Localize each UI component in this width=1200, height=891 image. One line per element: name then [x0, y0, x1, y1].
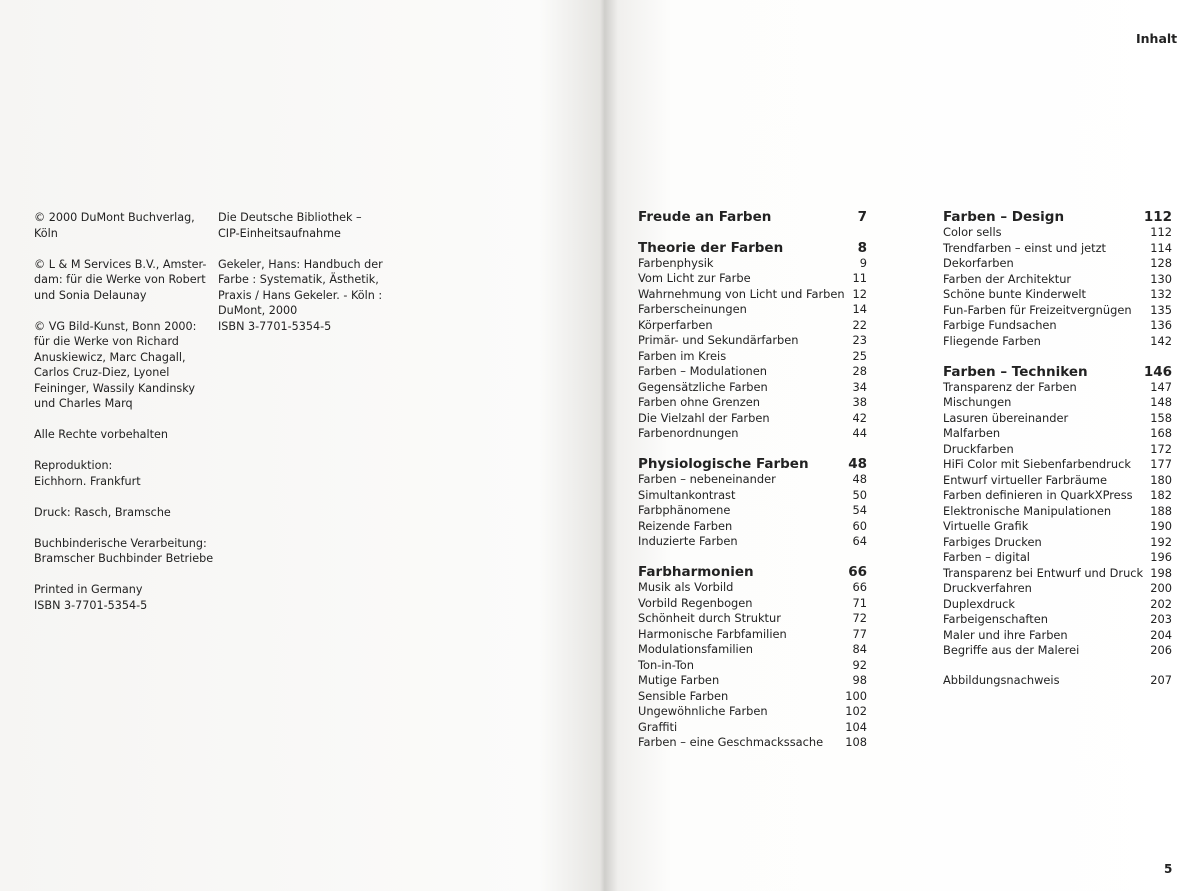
toc-entry [638, 627, 867, 643]
toc-entry-title: Druckfarben [943, 441, 1014, 456]
toc-entry [638, 302, 867, 318]
toc-entry-title: Farben im Kreis [638, 348, 727, 363]
toc-entry-page: 202 [1150, 596, 1172, 611]
toc-entry [943, 272, 1172, 288]
toc-section [943, 364, 1172, 659]
toc-entry [943, 241, 1172, 257]
imprint-paragraph: Alle Rechte vorbehalten [34, 428, 168, 441]
toc-entry-page: 11 [852, 271, 867, 285]
imprint-paragraph: Die Deutsche Bibliothek – CIP-Einheitsaufnahme [218, 211, 362, 240]
toc-entry-page: 180 [1150, 472, 1172, 487]
toc-entry-title: Farben – nebeneinander [638, 472, 776, 486]
toc-section-page: 7 [857, 209, 867, 225]
toc-entry-title: Farbiges Drucken [943, 534, 1042, 549]
toc-entry [638, 642, 867, 658]
toc-section-title: Theorie der Farben [638, 239, 784, 256]
toc-entry-page: 148 [1150, 395, 1172, 409]
toc-entry-title: Entwurf virtueller Farbräume [943, 472, 1108, 487]
toc-entry-title: Farben ohne Grenzen [638, 395, 760, 409]
toc-entry-page: 135 [1150, 302, 1172, 317]
toc-entry [943, 303, 1172, 319]
toc-entry-title: Ungewöhnliche Farben [638, 704, 768, 718]
toc-entry [638, 735, 867, 751]
toc-entry-page: 22 [852, 317, 867, 332]
toc-entry-page: 104 [845, 719, 867, 734]
page-number: 5 [1164, 862, 1173, 876]
toc-entry-page: 28 [852, 364, 867, 378]
toc-section-heading [638, 240, 867, 256]
toc-entry [943, 334, 1172, 350]
toc-entry-page: 130 [1150, 271, 1172, 286]
toc-entry [638, 256, 867, 272]
toc-entry-title: Mutige Farben [638, 673, 720, 687]
toc-entry-title: Vorbild Regenbogen [638, 595, 753, 610]
toc-entry-page: 192 [1150, 534, 1172, 549]
toc-entry [638, 673, 867, 689]
toc-entry-page: 132 [1150, 287, 1172, 301]
toc-entry-title: Farbeigenschaften [943, 612, 1048, 626]
toc-entry [638, 271, 867, 287]
toc-entry-page: 64 [852, 534, 867, 548]
imprint-column-2 [218, 210, 403, 350]
toc-section-page: 48 [848, 456, 867, 472]
toc-entry [638, 411, 867, 427]
toc-entry [943, 473, 1172, 489]
imprint-paragraph: Buchbinderische Verarbeitung: Bramscher Buchbinder Betriebe [34, 536, 214, 565]
toc-entry [638, 611, 867, 627]
toc-entry-page: 102 [845, 704, 867, 718]
toc-entry-title: Maler und ihre Farben [943, 627, 1068, 642]
toc-section [638, 456, 867, 550]
toc-entry-title: Color sells [943, 225, 1002, 239]
toc-entry-page: 190 [1150, 519, 1172, 533]
toc-entry-title: Gegensätzliche Farben [638, 379, 768, 394]
toc-entry-page: 72 [852, 611, 867, 625]
toc-entry-page: 198 [1150, 565, 1172, 580]
toc-entry-title: Graffiti [638, 719, 678, 734]
imprint-paragraph: Printed in Germany ISBN 3-7701-5354-5 [34, 583, 148, 612]
toc-entry [638, 534, 867, 550]
toc-entry-title: Induzierte Farben [638, 534, 738, 548]
toc-entry-page: 114 [1150, 240, 1172, 255]
toc-entry [943, 411, 1172, 427]
toc-entry-title: Farbenordnungen [638, 426, 739, 440]
toc-entry [638, 689, 867, 705]
toc-section-page: 146 [1143, 363, 1172, 380]
toc-entry-title: Begriffe aus der Malerei [943, 643, 1080, 657]
toc-entry-title: HiFi Color mit Siebenfarbendruck [943, 457, 1131, 471]
toc-entry [943, 287, 1172, 303]
toc-entry-title: Transparenz bei Entwurf und Druck [943, 565, 1144, 580]
toc-entry-title: Modulationsfamilien [638, 642, 753, 656]
toc-entry-page: 147 [1150, 379, 1172, 394]
toc-entry-title: Harmonische Farbfamilien [638, 626, 787, 641]
toc-entry-page: 177 [1150, 457, 1172, 471]
toc-entry-page: 84 [852, 642, 867, 656]
toc-entry-title: Farberscheinungen [638, 302, 747, 316]
toc-section-title: Farbharmonien [638, 564, 754, 580]
toc-entry [638, 333, 867, 349]
toc-entry [943, 550, 1172, 566]
imprint-paragraph: Reproduktion: Eichhorn. Frankfurt [34, 459, 141, 488]
toc-entry-title: Die Vielzahl der Farben [638, 410, 770, 425]
toc-entry-title: Dekorfarben [943, 256, 1014, 270]
toc-entry-page: 42 [852, 410, 867, 425]
toc-entry-page: 136 [1150, 318, 1172, 332]
toc-entry-title: Schöne bunte Kinderwelt [943, 287, 1087, 301]
toc-entry-page: 207 [1150, 673, 1172, 687]
toc-section-title: Farben – Design [943, 209, 1065, 225]
toc-section [638, 209, 867, 225]
toc-entry-title: Malfarben [943, 426, 1001, 440]
toc-entry-title: Mischungen [943, 395, 1012, 409]
toc-entry-page: 77 [852, 626, 867, 641]
toc-entry-page: 34 [852, 379, 867, 394]
toc-entry [638, 596, 867, 612]
toc-section-heading [638, 564, 867, 580]
toc-entry-page: 182 [1150, 488, 1172, 502]
toc-entry-title: Virtuelle Grafik [943, 519, 1029, 533]
toc-entry [638, 472, 867, 488]
toc-entry-page: 206 [1150, 643, 1172, 657]
running-header: Inhalt [1136, 31, 1178, 46]
toc-entry-title: Lasuren übereinander [943, 410, 1069, 425]
toc-entry [943, 457, 1172, 473]
toc-entry-title: Sensible Farben [638, 688, 729, 703]
toc-entry-title: Trendfarben – einst und jetzt [943, 240, 1107, 255]
toc-section [638, 240, 867, 442]
toc-entry-page: 108 [845, 735, 867, 749]
toc-section-page: 8 [857, 239, 867, 256]
toc-entry [638, 519, 867, 535]
toc-entry [943, 612, 1172, 628]
toc-entry [638, 318, 867, 334]
toc-entry-page: 100 [845, 688, 867, 703]
toc-entry [638, 364, 867, 380]
toc-entry-title: Farbige Fundsachen [943, 318, 1057, 332]
toc-entry [943, 673, 1172, 689]
toc-entry-page: 54 [852, 503, 867, 517]
toc-entry-page: 60 [852, 518, 867, 533]
toc-entry-title: Duplexdruck [943, 596, 1015, 611]
toc-entry-page: 44 [852, 426, 867, 440]
toc-entry [638, 349, 867, 365]
imprint-paragraph: © VG Bild-Kunst, Bonn 2000: für die Werke von Richard Anuskiewicz, Marc Chagall, Carlos Cruz-Diez, Lyonel Feininger, Wassily Kandinsky und Charles Marq [34, 319, 197, 410]
toc-entry-title: Schönheit durch Struktur [638, 611, 781, 625]
toc-entry [943, 566, 1172, 582]
toc-entry-title: Vom Licht zur Farbe [638, 271, 751, 285]
toc-entry-page: 142 [1150, 333, 1172, 348]
toc-entry-title: Primär- und Sekundärfarben [638, 333, 799, 347]
toc-entry-page: 172 [1150, 441, 1172, 456]
toc-entry-page: 98 [852, 673, 867, 687]
toc-entry [943, 442, 1172, 458]
imprint-paragraph: Gekeler, Hans: Handbuch der Farbe : Systematik, Ästhetik, Praxis / Hans Gekeler. - Köln : DuMont, 2000 ISBN 3-7701-5354-5 [218, 257, 383, 333]
toc-entry-title: Reizende Farben [638, 518, 733, 533]
toc-entry [943, 318, 1172, 334]
imprint-column-1 [34, 210, 214, 629]
toc-entry [943, 597, 1172, 613]
toc-entry-page: 158 [1150, 410, 1172, 425]
toc-entry-page: 50 [852, 487, 867, 502]
toc-entry-title: Fliegende Farben [943, 333, 1041, 348]
toc-entry [943, 628, 1172, 644]
toc-entry [943, 395, 1172, 411]
toc-entry [943, 225, 1172, 241]
toc-entry-page: 204 [1150, 627, 1172, 642]
toc-entry [943, 535, 1172, 551]
toc-entry-page: 203 [1150, 612, 1172, 626]
toc-section-heading [638, 456, 867, 472]
toc-entry-page: 112 [1150, 225, 1172, 239]
toc-entry [943, 504, 1172, 520]
toc-entry-page: 200 [1150, 581, 1172, 595]
toc-entry [943, 380, 1172, 396]
toc-entry-title: Simultankontrast [638, 487, 736, 502]
toc-entry-title: Elektronische Manipulationen [943, 503, 1112, 518]
toc-entry-title: Abbildungsnachweis [943, 673, 1060, 687]
toc-entry-page: 188 [1150, 503, 1172, 518]
toc-section [943, 209, 1172, 349]
toc-entry-title: Farben definieren in QuarkXPress [943, 488, 1133, 502]
toc-section-title: Farben – Techniken [943, 363, 1088, 380]
toc-entry-title: Wahrnehmung von Licht und Farben [638, 286, 845, 301]
imprint-paragraph: © L & M Services B.V., Amster- dam: für die Werke von Robert und Sonia Delaunay [34, 257, 207, 302]
toc-entry [638, 287, 867, 303]
toc-column-left [638, 209, 867, 765]
toc-entry [638, 580, 867, 596]
toc-entry [943, 581, 1172, 597]
toc-entry [943, 519, 1172, 535]
toc-entry-title: Fun-Farben für Freizeitvergnügen [943, 302, 1132, 317]
toc-entry-page: 25 [852, 348, 867, 363]
toc-entry-page: 168 [1150, 426, 1172, 440]
toc-entry-page: 128 [1150, 256, 1172, 270]
toc-entry-title: Farben der Architektur [943, 271, 1072, 286]
toc-entry [943, 488, 1172, 504]
toc-section-heading [943, 364, 1172, 380]
toc-section-heading [638, 209, 867, 225]
toc-entry-title: Farbenphysik [638, 255, 714, 270]
toc-entry-page: 14 [852, 302, 867, 316]
toc-entry-page: 66 [852, 580, 867, 594]
toc-entry [638, 720, 867, 736]
toc-entry-page: 92 [852, 657, 867, 672]
toc-entry-page: 38 [852, 395, 867, 409]
toc-entry-title: Farbphänomene [638, 503, 731, 517]
toc-entry-title: Musik als Vorbild [638, 580, 734, 594]
toc-entry-page: 71 [852, 595, 867, 610]
toc-section [638, 564, 867, 751]
toc-entry-title: Farben – Modulationen [638, 364, 768, 378]
toc-section [943, 673, 1172, 689]
toc-entry [638, 395, 867, 411]
toc-entry [638, 503, 867, 519]
toc-entry-page: 23 [852, 333, 867, 347]
toc-entry-title: Farben – digital [943, 550, 1030, 564]
toc-entry-page: 9 [859, 255, 867, 270]
toc-entry [943, 643, 1172, 659]
toc-section-heading [943, 209, 1172, 225]
toc-entry-title: Körperfarben [638, 317, 713, 332]
toc-entry [638, 488, 867, 504]
toc-entry-title: Transparenz der Farben [943, 379, 1077, 394]
toc-section-page: 112 [1143, 209, 1172, 225]
toc-entry [638, 426, 867, 442]
toc-entry-page: 12 [852, 286, 867, 301]
toc-entry [943, 426, 1172, 442]
toc-section-title: Physiologische Farben [638, 456, 809, 472]
toc-entry [943, 256, 1172, 272]
imprint-paragraph: © 2000 DuMont Buchverlag, Köln [34, 211, 195, 240]
toc-entry-title: Ton-in-Ton [638, 657, 694, 672]
toc-entry-page: 48 [852, 472, 867, 486]
toc-entry [638, 658, 867, 674]
toc-entry-title: Farben – eine Geschmackssache [638, 735, 824, 749]
toc-entry-title: Druckverfahren [943, 581, 1032, 595]
toc-entry-page: 196 [1150, 550, 1172, 564]
toc-column-right [943, 209, 1172, 703]
imprint-paragraph: Druck: Rasch, Bramsche [34, 505, 171, 519]
toc-entry [638, 380, 867, 396]
toc-section-page: 66 [848, 564, 867, 580]
toc-entry [638, 704, 867, 720]
toc-section-title: Freude an Farben [638, 209, 772, 225]
